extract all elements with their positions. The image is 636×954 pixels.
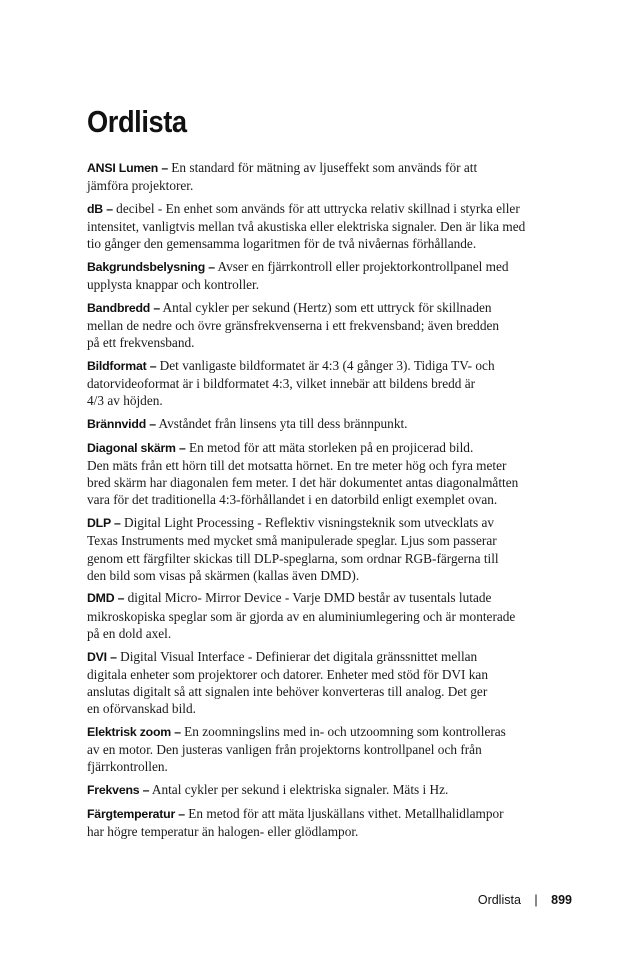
glossary-term: Bandbredd – <box>87 300 160 315</box>
definition-text: en oförvanskad bild. <box>87 701 196 717</box>
entry-line <box>87 415 581 433</box>
definition-text: på ett frekvensband. <box>87 335 195 351</box>
glossary-term: DLP – <box>87 516 121 531</box>
footer-separator: | <box>534 893 538 907</box>
glossary-term: dB – <box>87 201 113 216</box>
definition-text: Det vanligaste bildformatet är 4:3 (4 gånger 3). Tidiga TV- och <box>156 358 495 374</box>
entry-line <box>87 567 581 584</box>
glossary-entry <box>87 648 581 718</box>
definition-text: mikroskopiska speglar som är gjorda av en aluminiumlegering och är monterade <box>87 608 516 624</box>
entry-line <box>87 299 581 317</box>
glossary-entry <box>87 159 581 194</box>
glossary-term: DMD – <box>87 591 125 606</box>
glossary-entry <box>87 589 581 642</box>
definition-text: decibel - En enhet som används för att uttrycka relativ skillnad i styrka eller <box>112 200 520 216</box>
entry-line <box>87 781 581 799</box>
entry-line <box>87 741 581 758</box>
definition-text: mellan de nedre och övre gränsfrekvenserna i ett frekvensband; även bredden <box>87 318 500 334</box>
entry-line <box>87 625 581 642</box>
definition-text: En zoomningslins med in- och utzoomning som kontrolleras <box>180 723 506 739</box>
entry-line <box>87 457 581 474</box>
definition-text: datorvideoformat är i bildformatet 4:3, vilket innebär att bildens bredd är <box>87 376 476 392</box>
definition-text: Antal cykler per sekund (Hertz) som ett uttryck för skillnaden <box>159 299 492 315</box>
glossary-term: Elektrisk zoom – <box>87 724 181 739</box>
definition-text: digitala enheter som projektorer och datorer. Enheter med stöd för DVI kan <box>87 666 488 682</box>
definition-text: Avser en fjärrkontroll eller projektorkontrollpanel med <box>214 259 509 275</box>
glossary-entry <box>87 805 581 840</box>
glossary-term: Diagonal skärm – <box>87 440 186 455</box>
entry-line <box>87 550 581 567</box>
glossary-term: Frekvens – <box>87 783 150 797</box>
entry-line <box>87 218 581 235</box>
definition-text: vara för det traditionella 4:3-förhållandet i en datorbild enligt exemplet ovan. <box>87 492 498 508</box>
entry-line <box>87 608 581 625</box>
glossary-entry <box>87 299 581 352</box>
entry-line <box>87 514 581 532</box>
glossary-entry <box>87 357 581 410</box>
definition-text: jämföra projektorer. <box>87 178 194 194</box>
definition-text: 4/3 av höjden. <box>87 393 163 409</box>
definition-text: upplysta knappar och kontroller. <box>87 277 260 293</box>
definition-text: Avståndet från linsens yta till dess brännpunkt. <box>155 416 408 432</box>
definition-text: digital Micro- Mirror Device - Varje DMD består av tusentals lutade <box>124 590 492 606</box>
entry-line <box>87 491 581 508</box>
entry-line <box>87 474 581 491</box>
glossary-entry <box>87 723 581 776</box>
entry-line <box>87 700 581 717</box>
entry-line <box>87 235 581 252</box>
glossary-term: Brännvidd – <box>87 417 156 432</box>
page-footer <box>478 893 572 907</box>
entry-line <box>87 258 581 276</box>
glossary-term: Bakgrundsbelysning – <box>87 260 215 275</box>
glossary-entry <box>87 200 581 253</box>
definition-text: En standard för mätning av ljuseffekt som används för att <box>167 160 478 175</box>
entry-line <box>87 805 581 823</box>
glossary-term: Färgtemperatur – <box>87 806 185 821</box>
glossary-entry <box>87 415 581 433</box>
definition-text: Texas Instruments med mycket små manipulerade speglar. Ljus som passerar <box>87 533 497 549</box>
definition-text: har högre temperatur än halogen- eller glödlampor. <box>87 823 359 839</box>
footer-page-number: 899 <box>551 893 572 907</box>
definition-text: intensitet, vanligtvis mellan två akustiska eller elektriska signaler. Den är lika med <box>87 219 526 235</box>
definition-text: tio gånger den gemensamma logaritmen för de två nivåernas förhållande. <box>87 236 477 252</box>
entry-line <box>87 683 581 700</box>
entry-line <box>87 276 581 293</box>
entry-line <box>87 357 581 375</box>
entry-line <box>87 159 581 177</box>
entry-line <box>87 589 581 607</box>
entry-line <box>87 334 581 351</box>
definition-text: av en motor. Den justeras vanligen från projektorns kontrollpanel och från <box>87 742 482 758</box>
entry-line <box>87 177 581 194</box>
definition-text: En metod för att mäta storleken på en projicerad bild. <box>185 439 474 455</box>
definition-text: anslutas digitalt så att signalen inte behöver konverteras till analog. Det ger <box>87 683 488 699</box>
entry-line <box>87 723 581 741</box>
entry-line <box>87 648 581 666</box>
glossary-term: Bildformat – <box>87 359 157 374</box>
entry-line <box>87 200 581 218</box>
glossary-entry <box>87 781 581 799</box>
definition-text: genom ett färgfilter skickas till DLP-speglarna, som ordnar RGB-färgerna till <box>87 550 499 566</box>
definition-text: Digital Visual Interface - Definierar det digitala gränssnittet mellan <box>116 648 478 664</box>
definition-text: Den mäts från ett hörn till det motsatta hörnet. En tre meter hög och fyra meter <box>87 458 507 474</box>
glossary-term: DVI – <box>87 649 117 664</box>
definition-text: fjärrkontrollen. <box>87 759 168 775</box>
glossary-entry <box>87 258 581 293</box>
glossary-term: ANSI Lumen – <box>87 161 168 175</box>
definition-text: på en dold axel. <box>87 625 172 641</box>
definition-text: den bild som visas på skärmen (kallas även DMD). <box>87 567 360 583</box>
entry-line <box>87 532 581 549</box>
definition-text: Digital Light Processing - Reflektiv visningsteknik som utvecklats av <box>120 515 495 531</box>
entry-line <box>87 375 581 392</box>
entry-line <box>87 317 581 334</box>
entry-line <box>87 823 581 840</box>
entry-line <box>87 392 581 409</box>
glossary-entry <box>87 439 581 509</box>
entry-line <box>87 758 581 775</box>
definition-text: En metod för att mäta ljuskällans vithet. Metallhalidlampor <box>184 805 504 821</box>
glossary-entry <box>87 514 581 584</box>
entry-line <box>87 666 581 683</box>
definition-text: Antal cykler per sekund i elektriska signaler. Mäts i Hz. <box>149 782 449 797</box>
glossary-list <box>87 159 581 846</box>
page-title: Ordlista <box>87 104 187 139</box>
entry-line <box>87 439 581 457</box>
definition-text: bred skärm har diagonalen fem meter. I det här dokumentet antas diagonalmåtten <box>87 475 519 491</box>
footer-section-name: Ordlista <box>477 893 521 907</box>
